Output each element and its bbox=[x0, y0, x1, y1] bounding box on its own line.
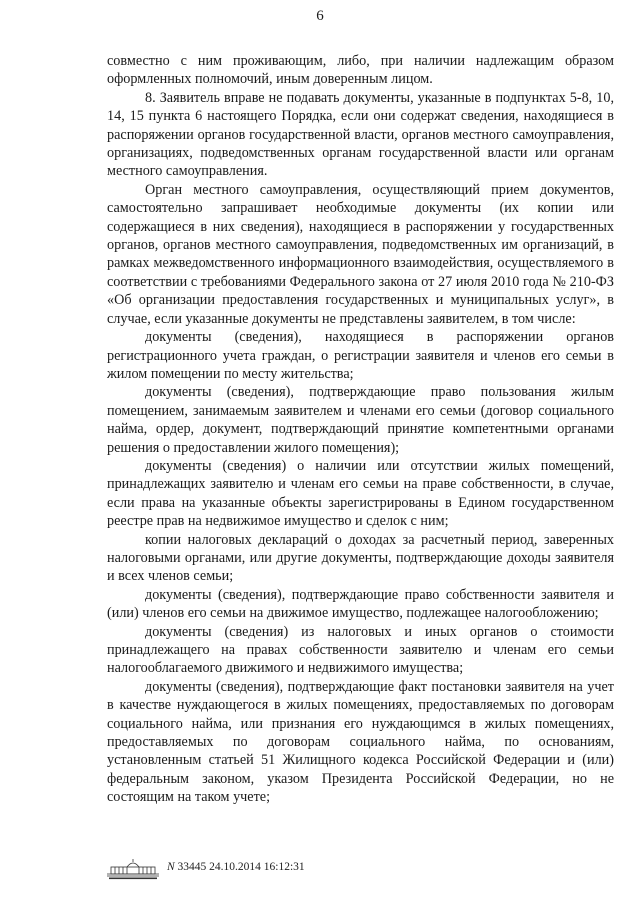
registration-stamp bbox=[167, 861, 305, 873]
paragraph: копии налоговых деклараций о доходах за расчетный период, заверенных налоговыми органами, или другие документы, подтверждающие доходы заявителя и всех членов семьи; bbox=[107, 531, 614, 585]
paragraph: документы (сведения), подтверждающие факт постановки заявителя на учет в качестве нуждающегося в жилых помещениях, предоставляемых по договорам социального найма, или признания его нуждающимся в жилых помещениях, предоставляемых по договорам социального найма, по основаниям, установленным статьей 51 Жилищного кодекса Российской Федерации и (или) федеральным законом, указом Президента Российской Федерации, но не состоящим на таком учете; bbox=[107, 678, 614, 806]
paragraph: документы (сведения) из налоговых и иных органов о стоимости принадлежащего на правах собственности заявителю и членам его семьи налогооблагаемого движимого и недвижимого имущества; bbox=[107, 623, 614, 677]
stamp-symbol: N bbox=[167, 861, 175, 873]
paragraph: совместно с ним проживающим, либо, при наличии надлежащим образом оформленных полномочий, иным доверенным лицом. bbox=[107, 53, 614, 88]
footer bbox=[105, 858, 405, 880]
paragraph: Орган местного самоуправления, осуществляющий прием документов, самостоятельно запрашивает необходимые документы (их копии или содержащиеся в них сведения), находящиеся в распоряжении у государственных органов, органов местного самоуправления, подведомственных им организаций, в рамках межведомственного информационного взаимодействия, осуществляемого в соответствии с требованиями Федерального закона от 27 июля 2010 года № 210-ФЗ «Об организации предоставления государственных и муниципальных услуг», в случае, если указанные документы не представлены заявителем, в том числе: bbox=[107, 181, 614, 327]
paragraph: документы (сведения), находящиеся в распоряжении органов регистрационного учета граждан, о регистрации заявителя и членов его семьи в жилом помещении по месту жительства; bbox=[107, 329, 614, 382]
stamp-number: 33445 bbox=[177, 861, 207, 873]
page-number: 6 bbox=[316, 8, 324, 24]
paragraph: документы (сведения), подтверждающие право пользования жилым помещением, занимаемым заявителем и членами его семьи (договор социального найма, ордер, документ, подтверждающий принятие компетентными органами решения о предоставлении жилого помещения); bbox=[107, 384, 614, 456]
paragraph: документы (сведения) о наличии или отсутствии жилых помещений, принадлежащих заявителю и членам его семьи на праве собственности, в случае, если права на указанные объекты зарегистрированы в Едином государственном реестре прав на недвижимое имущество и сделок с ним; bbox=[107, 457, 614, 530]
paragraph: документы (сведения), подтверждающие право собственности заявителя и (или) членов его семьи на движимое имущество, подлежащее налогообложению; bbox=[107, 586, 614, 622]
document-body bbox=[107, 52, 614, 807]
paragraph: 8. Заявитель вправе не подавать документы, указанные в подпунктах 5-8, 10, 14, 15 пункта 6 настоящего Порядка, если они содержат сведения, находящиеся в распоряжении органов государственной власти, органов местного самоуправления, организациях, подведомственных органам государственной власти или органам местного самоуправления. bbox=[107, 89, 614, 180]
stamp-datetime: 24.10.2014 16:12:31 bbox=[209, 861, 305, 873]
government-building-logo bbox=[105, 858, 161, 880]
